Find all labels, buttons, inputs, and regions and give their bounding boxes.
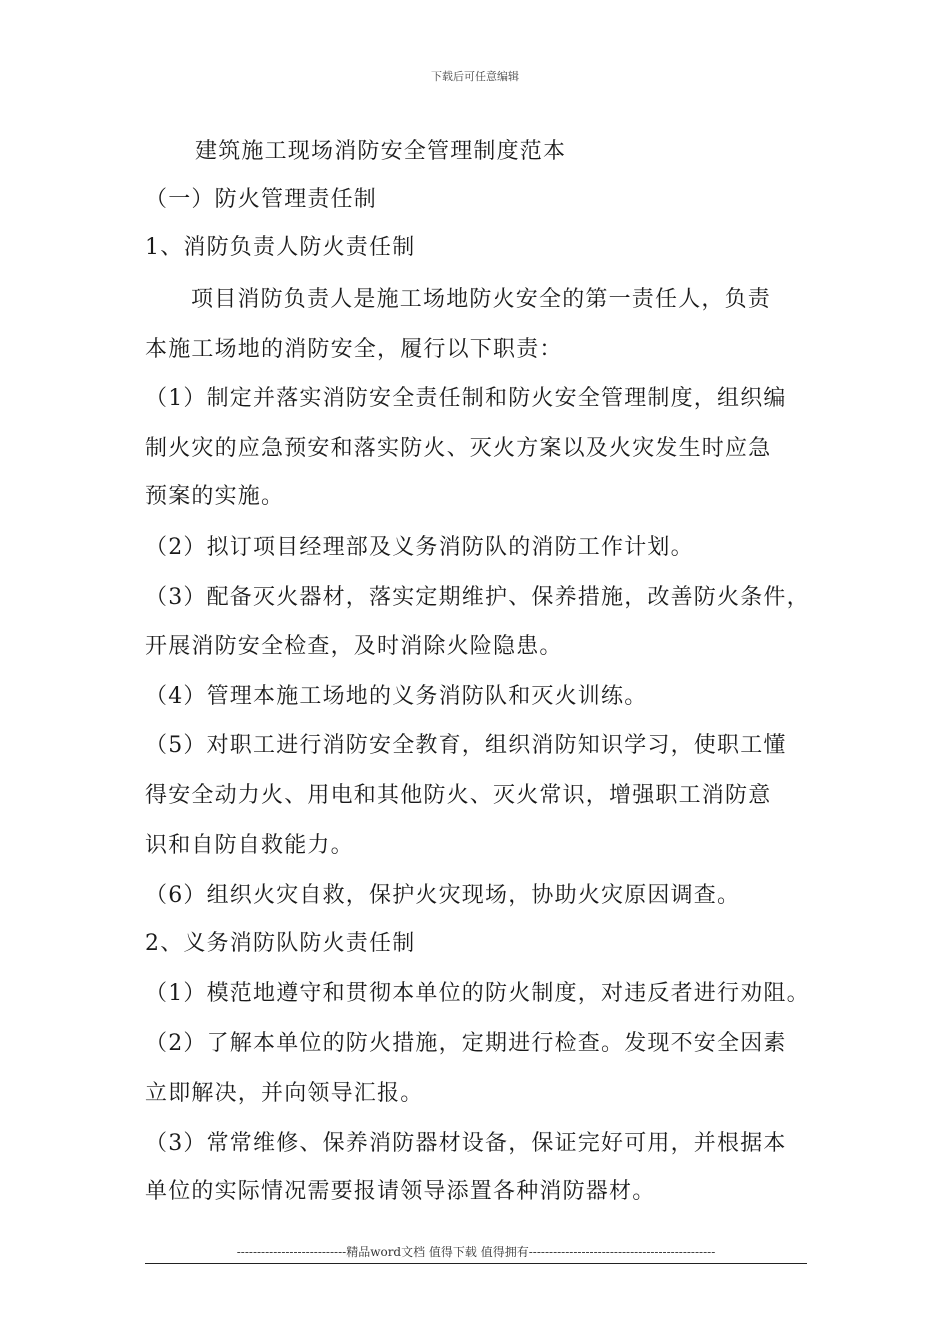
- paragraph-line: （1）模范地遵守和贯彻本单位的防火制度，对违反者进行劝阻。: [145, 981, 810, 1006]
- paragraph-line: （2）了解本单位的防火措施，定期进行检查。发现不安全因素: [145, 1031, 787, 1056]
- paragraph-line: 预案的实施。: [145, 484, 285, 509]
- paragraph-line: 识和自防自救能力。: [145, 833, 354, 858]
- page-header: 下载后可任意编辑: [431, 70, 519, 83]
- paragraph-line: （5）对职工进行消防安全教育，组织消防知识学习，使职工懂: [145, 733, 787, 758]
- paragraph-line: （6）组织火灾自救，保护火灾现场，协助火灾原因调查。: [145, 883, 741, 908]
- document-title: 建筑施工现场消防安全管理制度范本: [195, 139, 567, 164]
- paragraph-line: 单位的实际情况需要报请领导添置各种消防器材。: [145, 1179, 656, 1204]
- subsection-heading: 2、义务消防队防火责任制: [145, 931, 416, 956]
- paragraph-line: 得安全动力火、用电和其他防火、灭火常识，增强职工消防意: [145, 783, 772, 808]
- paragraph-line: 制火灾的应急预安和落实防火、灭火方案以及火灾发生时应急: [145, 436, 772, 461]
- paragraph-line: （3）配备灭火器材，落实定期维护、保养措施，改善防火条件，: [145, 585, 810, 610]
- paragraph-line: （1）制定并落实消防安全责任制和防火安全管理制度，组织编: [145, 386, 787, 411]
- paragraph-line: （2）拟订项目经理部及义务消防队的消防工作计划。: [145, 535, 694, 560]
- page-footer: ---------------------------精品word文档 值得下载 值得拥有----------------------------------------------: [145, 1243, 807, 1264]
- paragraph-line: （4）管理本施工场地的义务消防队和灭火训练。: [145, 684, 648, 709]
- section-heading: （一）防火管理责任制: [145, 187, 378, 212]
- subsection-heading: 1、消防负责人防火责任制: [145, 235, 416, 260]
- paragraph-line: 立即解决，并向领导汇报。: [145, 1081, 424, 1106]
- paragraph-line: 本施工场地的消防安全，履行以下职责：: [145, 337, 563, 362]
- paragraph-line: （3）常常维修、保养消防器材设备，保证完好可用，并根据本: [145, 1131, 787, 1156]
- paragraph-line: 开展消防安全检查，及时消除火险隐患。: [145, 634, 563, 659]
- paragraph-line: 项目消防负责人是施工场地防火安全的第一责任人，负责: [191, 287, 772, 312]
